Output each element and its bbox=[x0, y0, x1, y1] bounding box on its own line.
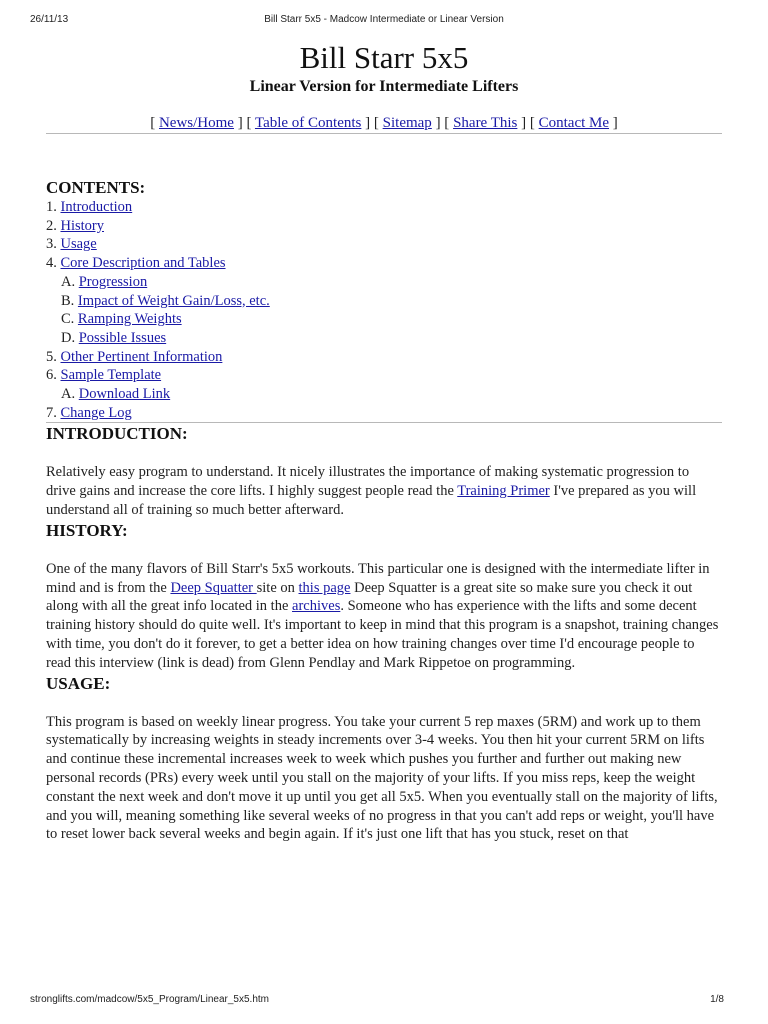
this-page-link[interactable]: this page bbox=[298, 579, 351, 596]
toc-letter: A. bbox=[61, 273, 79, 290]
history-text: Deep Squatter is a great site so make sure you check it out along with all the great info located in the bbox=[46, 579, 693, 615]
print-url: stronglifts.com/madcow/5x5_Program/Linear_5x5.htm bbox=[30, 994, 269, 1005]
usage-paragraph: This program is based on weekly linear progress. You take your current 5 rep maxes (5RM) and work up to them systematically by increasing weights in steady increments over 3-4 weeks. You then hit your current 5RM on lifts and continue these incremental increases week to week which pushes you further and further out making new personal records (PRs) every week until you stall on the majority of your lifts. If you miss reps, keep the weight constant the next week and don't move it up until you get all 5x5. When you eventually stall on the majority of lifts, and you will, meaning something like several weeks of no progress in that you can't add reps or weight, you'll have to reset lower back several weeks and begin again. If it's just one lift that has you stuck, reset on that bbox=[46, 713, 718, 843]
introduction-text: I've prepared as you will understand all of training so much better afterward. bbox=[46, 483, 697, 519]
toc-link-usage[interactable]: Usage bbox=[60, 236, 97, 253]
page-subtitle: Linear Version for Intermediate Lifters bbox=[249, 78, 519, 95]
usage-heading: USAGE: bbox=[46, 673, 111, 693]
toc-link-progression[interactable]: Progression bbox=[78, 273, 148, 290]
toc-letter: C. bbox=[61, 311, 78, 328]
contents-heading: CONTENTS: bbox=[46, 178, 146, 197]
deep-squatter-link[interactable]: Deep Squatter bbox=[170, 579, 257, 596]
toc-number: 1. bbox=[46, 199, 61, 215]
toc-item bbox=[46, 254, 722, 273]
history-text: . Someone who has experience with the lifts and some decent training history should do quite well. It's important to keep in mind that this program is a snapshot, training changes with time, you don't do it forever, to get a better idea on how training changes over time I'd encourage people to read this interview (link is dead) from Glenn Pendlay and Mark Rippetoe on programming. bbox=[46, 598, 719, 671]
nav-separator: ] [ bbox=[517, 115, 539, 131]
nav-bracket: [ bbox=[150, 115, 159, 131]
toc-link-introduction[interactable]: Introduction bbox=[60, 199, 133, 215]
nav-separator: ] [ bbox=[431, 115, 454, 131]
toc-letter: D. bbox=[61, 329, 79, 346]
toc-subitem bbox=[46, 329, 722, 348]
archives-link[interactable]: archives bbox=[292, 598, 341, 615]
introduction-paragraph bbox=[46, 463, 722, 519]
toc-link-ramping-weights[interactable]: Ramping Weights bbox=[77, 311, 182, 328]
training-primer-link[interactable]: Training Primer bbox=[457, 483, 550, 500]
nav-separator: ] [ bbox=[361, 115, 383, 131]
introduction-heading: INTRODUCTION: bbox=[46, 424, 188, 444]
table-of-contents bbox=[46, 198, 722, 422]
top-navigation bbox=[46, 113, 722, 133]
toc-link-sample-template[interactable]: Sample Template bbox=[60, 367, 162, 384]
nav-link-contact-me[interactable]: Contact Me bbox=[538, 115, 610, 131]
toc-letter: B. bbox=[61, 292, 78, 309]
toc-item bbox=[46, 235, 722, 254]
toc-subitem bbox=[46, 310, 722, 329]
nav-bracket: ] bbox=[609, 115, 618, 131]
page-title: Bill Starr 5x5 bbox=[299, 40, 469, 75]
toc-link-history[interactable]: History bbox=[60, 217, 104, 234]
toc-number: 7. bbox=[46, 404, 61, 421]
history-text: site on bbox=[256, 579, 299, 596]
history-heading: HISTORY: bbox=[46, 520, 128, 540]
print-header bbox=[0, 14, 768, 28]
introduction-text: Relatively easy program to understand. It nicely illustrates the importance of making systematic progression to drive gains and increase the core lifts. I highly suggest people read the bbox=[46, 464, 690, 500]
print-date: 26/11/13 bbox=[30, 14, 69, 25]
toc-subitem bbox=[46, 292, 722, 311]
toc-link-core-description[interactable]: Core Description and Tables bbox=[60, 255, 226, 272]
toc-number: 3. bbox=[46, 236, 61, 253]
nav-link-sitemap[interactable]: Sitemap bbox=[382, 115, 432, 131]
toc-number: 5. bbox=[46, 348, 61, 365]
toc-item bbox=[46, 404, 722, 423]
toc-subitem bbox=[46, 385, 722, 404]
print-page-number: 1/8 bbox=[710, 994, 724, 1005]
toc-link-weight-gain-loss[interactable]: Impact of Weight Gain/Loss, etc. bbox=[77, 292, 270, 309]
print-page-title: Bill Starr 5x5 - Madcow Intermediate or Linear Version bbox=[264, 14, 504, 25]
page-content bbox=[46, 40, 722, 844]
toc-item bbox=[46, 217, 722, 236]
toc-link-possible-issues[interactable]: Possible Issues bbox=[78, 329, 167, 346]
nav-link-share-this[interactable]: Share This bbox=[453, 115, 518, 131]
history-text: One of the many flavors of Bill Starr's 5x5 workouts. This particular one is designed with the intermediate lifter in mind and is from the bbox=[46, 560, 710, 596]
toc-item bbox=[46, 348, 722, 367]
toc-number: 2. bbox=[46, 217, 61, 234]
divider bbox=[46, 133, 722, 134]
toc-letter: A. bbox=[61, 386, 79, 403]
print-footer bbox=[0, 994, 768, 1008]
nav-separator: ] [ bbox=[233, 115, 255, 131]
toc-item bbox=[46, 198, 722, 217]
toc-link-other-info[interactable]: Other Pertinent Information bbox=[60, 348, 223, 365]
nav-link-table-of-contents[interactable]: Table of Contents bbox=[254, 115, 362, 131]
nav-link-news-home[interactable]: News/Home bbox=[158, 115, 234, 131]
history-paragraph bbox=[46, 560, 722, 673]
toc-item bbox=[46, 366, 722, 385]
toc-number: 4. bbox=[46, 255, 61, 272]
toc-number: 6. bbox=[46, 367, 61, 384]
toc-link-change-log[interactable]: Change Log bbox=[60, 404, 132, 421]
toc-link-download[interactable]: Download Link bbox=[78, 386, 171, 403]
toc-subitem bbox=[46, 273, 722, 292]
